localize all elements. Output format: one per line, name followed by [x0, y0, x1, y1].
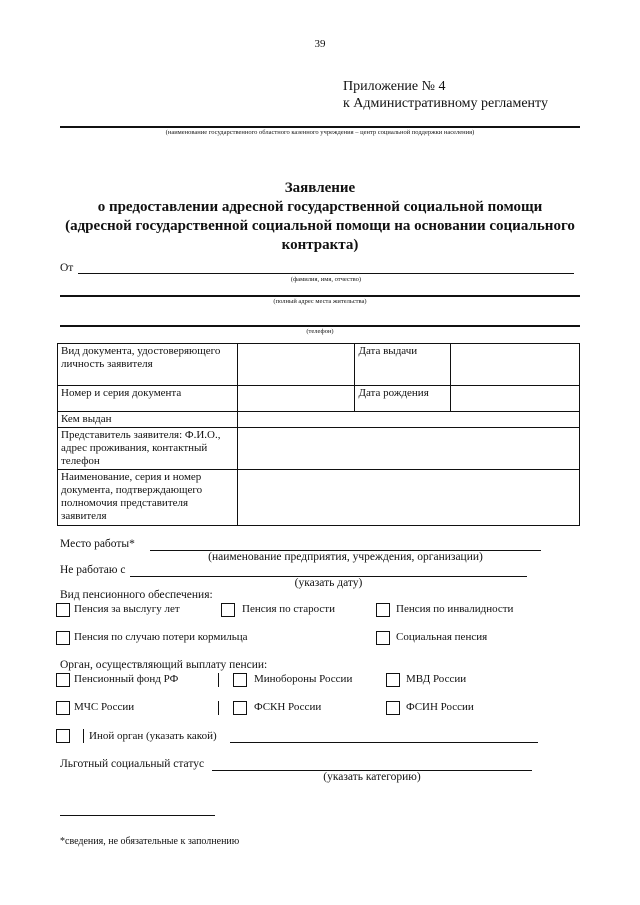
pension-disability-checkbox[interactable]	[376, 603, 390, 617]
pension-service-checkbox[interactable]	[56, 603, 70, 617]
birth-date-label: Дата рождения	[355, 386, 451, 412]
payer-pfr-checkbox[interactable]	[56, 673, 70, 687]
title-line-1: Заявление	[284, 180, 356, 196]
separator	[83, 729, 84, 743]
footnote-rule	[60, 815, 215, 816]
address-field[interactable]	[60, 295, 580, 297]
work-label: Место работы*	[60, 538, 135, 550]
issued-by-value[interactable]	[237, 412, 579, 428]
fio-field[interactable]	[78, 273, 574, 274]
pension-survivor-checkbox[interactable]	[56, 631, 70, 645]
representative-label: Представитель заявителя: Ф.И.О., адрес проживания, контактный телефон	[58, 428, 238, 470]
page-number: 39	[314, 38, 326, 50]
pension-survivor-label: Пенсия по случаю потери кормильца	[74, 631, 248, 643]
title-line-3: (адресной государственной социальной помощи на основании социального	[65, 218, 575, 234]
pension-social-checkbox[interactable]	[376, 631, 390, 645]
fio-caption: (фамилия, имя, отчество)	[290, 276, 362, 283]
pension-service-label: Пенсия за выслугу лет	[74, 603, 180, 615]
pension-social-label: Социальная пенсия	[396, 631, 488, 643]
payer-pfr-label: Пенсионный фонд РФ	[74, 673, 179, 685]
appendix-block	[343, 78, 548, 112]
payer-fskn-checkbox[interactable]	[233, 701, 247, 715]
phone-caption: (телефон)	[306, 328, 334, 335]
doc-number-label: Номер и серия документа	[58, 386, 238, 412]
payer-mvd-label: МВД России	[406, 673, 467, 685]
header-caption: (наименование государственного областного казенного учреждения – центр социальной поддержки населения)	[165, 129, 475, 136]
not-working-label: Не работаю с	[60, 564, 126, 576]
payer-mod-checkbox[interactable]	[233, 673, 247, 687]
work-caption: (наименование предприятия, учреждения, организации)	[208, 551, 483, 563]
payer-fsin-checkbox[interactable]	[386, 701, 400, 715]
status-caption: (указать категорию)	[323, 771, 421, 783]
payer-heading: Орган, осуществляющий выплату пенсии:	[60, 659, 268, 671]
appendix-line-1: Приложение № 4	[343, 79, 446, 94]
birth-date-value[interactable]	[451, 386, 580, 412]
footnote: *сведения, не обязательные к заполнению	[60, 836, 240, 847]
payer-mvd-checkbox[interactable]	[386, 673, 400, 687]
date-caption: (указать дату)	[294, 577, 363, 589]
address-caption: (полный адрес места жительства)	[273, 298, 367, 305]
payer-other-checkbox[interactable]	[56, 729, 70, 743]
separator	[218, 701, 219, 715]
payer-other-label: Иной орган (указать какой)	[89, 730, 217, 742]
doc-number-value[interactable]	[237, 386, 355, 412]
pension-old-age-label: Пенсия по старости	[242, 603, 335, 615]
doc-type-value[interactable]	[237, 344, 355, 386]
authority-doc-label: Наименование, серия и номер документа, подтверждающего полномочия представителя заявителя	[58, 470, 238, 526]
header-rule	[60, 126, 580, 128]
payer-fsin-label: ФСИН России	[406, 701, 474, 713]
title-line-4: контракта)	[281, 237, 359, 253]
pension-old-age-checkbox[interactable]	[221, 603, 235, 617]
document-title	[40, 179, 600, 255]
payer-mchs-label: МЧС России	[74, 701, 135, 713]
payer-mod-label: Минобороны России	[254, 673, 353, 685]
payer-mchs-checkbox[interactable]	[56, 701, 70, 715]
payer-other-field[interactable]	[230, 742, 538, 743]
appendix-line-2: к Административному регламенту	[343, 96, 548, 111]
issued-by-label: Кем выдан	[58, 412, 238, 428]
payer-fskn-label: ФСКН России	[254, 701, 322, 713]
identity-table	[57, 343, 580, 526]
from-label: От	[60, 262, 74, 274]
doc-type-label: Вид документа, удостоверяющего личность заявителя	[58, 344, 238, 386]
title-line-2: о предоставлении адресной государственной социальной помощи	[97, 199, 543, 215]
representative-value[interactable]	[237, 428, 579, 470]
pension-disability-label: Пенсия по инвалидности	[396, 603, 514, 615]
phone-field[interactable]	[60, 325, 580, 327]
pension-heading: Вид пенсионного обеспечения:	[60, 589, 213, 601]
issue-date-label: Дата выдачи	[355, 344, 451, 386]
issue-date-value[interactable]	[451, 344, 580, 386]
separator	[218, 673, 219, 687]
status-label: Льготный социальный статус	[60, 758, 205, 770]
authority-doc-value[interactable]	[237, 470, 579, 526]
